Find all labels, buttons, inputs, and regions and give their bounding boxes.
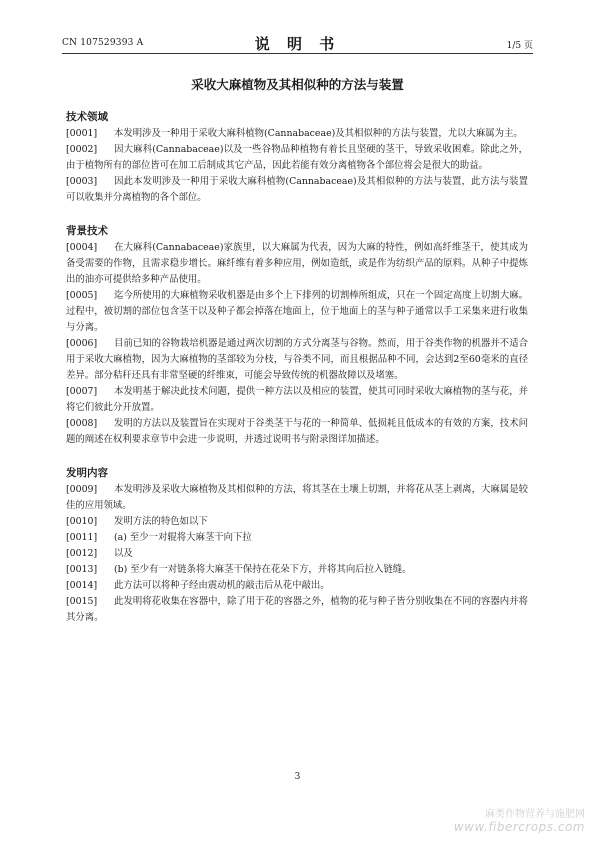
document-type: 说 明 书 (254, 35, 341, 53)
section-heading: 技术领域 (66, 111, 108, 123)
paragraph-number: [0002] (66, 144, 98, 155)
paragraph-text: 此方法可以将种子经由震动机的敲击后从花中敲出。 (114, 580, 330, 591)
paragraph-text: 以及 (114, 548, 133, 559)
paragraph-text: 在大麻科(Cannabaceae)家族里，以大麻属为代表，因为大麻的特性，例如高纤维茎干，使其成为备受需要的作物，且需求稳步增长。麻纤维有着多种应用，例如造纸，或是作为纺织产品的原料。从种子中提炼出的油亦可提供给多种产品使用。 (66, 242, 528, 285)
paragraph (66, 384, 528, 416)
watermark-url: www.fibercrops.com (453, 820, 585, 834)
paragraph-text: (a) 至少一对辊将大麻茎干向下拉 (114, 532, 252, 543)
paragraph-number: [0006] (66, 338, 98, 349)
paragraph (66, 578, 528, 594)
paragraph-text: 本发明涉及一种用于采收大麻科植物(Cannabaceae)及其相似种的方法与装置，尤以大麻属为主。 (114, 128, 523, 139)
paragraph-number: [0008] (66, 418, 98, 429)
paragraph (66, 288, 528, 336)
document-body (66, 108, 528, 626)
paragraph-number: [0011] (66, 532, 98, 543)
paragraph (66, 562, 528, 578)
spacer (66, 448, 528, 464)
header-divider (62, 53, 533, 54)
paragraph-text: 迄今所使用的大麻植物采收机器是由多个上下排列的切割棒所组成，只在一个固定高度上切割大麻。过程中，被切割的部位包含茎干以及种子都会掉落在地面上，位于地面上的茎与种子通常以手工采集来进行收集与分离。 (66, 290, 528, 333)
paragraph-text: 因大麻科(Cannabaceae)以及一些谷物品种植物有着长且坚硬的茎干，导致采收困难。除此之外，由于植物所有的部位皆可在加工后制成其它产品，因此若能有效分离植物各个部位将会是很大的助益。 (66, 144, 528, 171)
paragraph-number: [0004] (66, 242, 98, 253)
paragraph (66, 594, 528, 626)
paragraph (66, 174, 528, 206)
paragraph-number: [0015] (66, 596, 98, 607)
paragraph-number: [0001] (66, 128, 98, 139)
paragraph-number: [0013] (66, 564, 98, 575)
paragraph (66, 530, 528, 546)
paragraph-text: (b) 至少有一对链条将大麻茎干保持在花朵下方，并将其向后拉入链缝。 (114, 564, 412, 575)
paragraph (66, 482, 528, 514)
section-background (66, 222, 528, 448)
paragraph-text: 本发明涉及采收大麻植物及其相似种的方法，将其茎在土壤上切割，并将花从茎上剥离，大麻属是较佳的应用领域。 (66, 484, 528, 511)
section-heading: 发明内容 (66, 467, 108, 479)
paragraph (66, 336, 528, 384)
spacer (66, 206, 528, 222)
watermark-text: 麻类作物营养与施肥网 (485, 809, 585, 820)
paragraph-number: [0007] (66, 386, 98, 397)
document-title: 采收大麻植物及其相似种的方法与装置 (191, 77, 404, 92)
paragraph-number: [0009] (66, 484, 98, 495)
section-technical-field (66, 108, 528, 206)
paragraph-text: 发明方法的特色如以下 (114, 516, 208, 527)
paragraph-text: 发明的方法以及装置旨在实现对于谷类茎干与花的一种简单、低损耗且低成本的有效的方案，技术问题的阐述在权利要求章节中会进一步说明，并透过说明书与附录图详加描述。 (66, 418, 528, 445)
page-indicator: 1/5 页 (506, 41, 533, 51)
paragraph-text: 本发明基于解决此技术问题，提供一种方法以及相应的装置，使其可同时采收大麻植物的茎与花，并将它们彼此分开放置。 (66, 386, 528, 413)
patent-number: CN 107529393 A (62, 38, 144, 48)
paragraph-number: [0014] (66, 580, 98, 591)
paragraph-text: 此发明将花收集在容器中，除了用于花的容器之外，植物的花与种子皆分别收集在不同的容器内并将其分离。 (66, 596, 528, 623)
section-summary (66, 464, 528, 626)
paragraph-number: [0012] (66, 548, 98, 559)
section-heading: 背景技术 (66, 225, 108, 237)
paragraph-number: [0010] (66, 516, 98, 527)
watermark (454, 808, 585, 834)
paragraph-number: [0005] (66, 290, 98, 301)
paragraph (66, 126, 528, 142)
paragraph (66, 514, 528, 530)
paragraph (66, 240, 528, 288)
paragraph-number: [0003] (66, 176, 98, 187)
paragraph (66, 546, 528, 562)
paragraph-text: 目前已知的谷物栽培机器是通过两次切割的方式分离茎与谷物。然而，用于谷类作物的机器并不适合用于采收大麻植物，因为大麻植物的茎部较为分枝，与谷类不同，而且根据品种不同，会达到2至60毫米的直径差异。部分秸秆还具有非常坚硬的纤维束，可能会导致传统的机器故障以及堵塞。 (66, 338, 528, 381)
paragraph (66, 142, 528, 174)
paragraph-text: 因此本发明涉及一种用于采收大麻科植物(Cannabaceae)及其相似种的方法与装置，此方法与装置可以收集并分离植物的各个部位。 (66, 176, 528, 203)
paragraph (66, 416, 528, 448)
page-number: 3 (294, 772, 301, 782)
